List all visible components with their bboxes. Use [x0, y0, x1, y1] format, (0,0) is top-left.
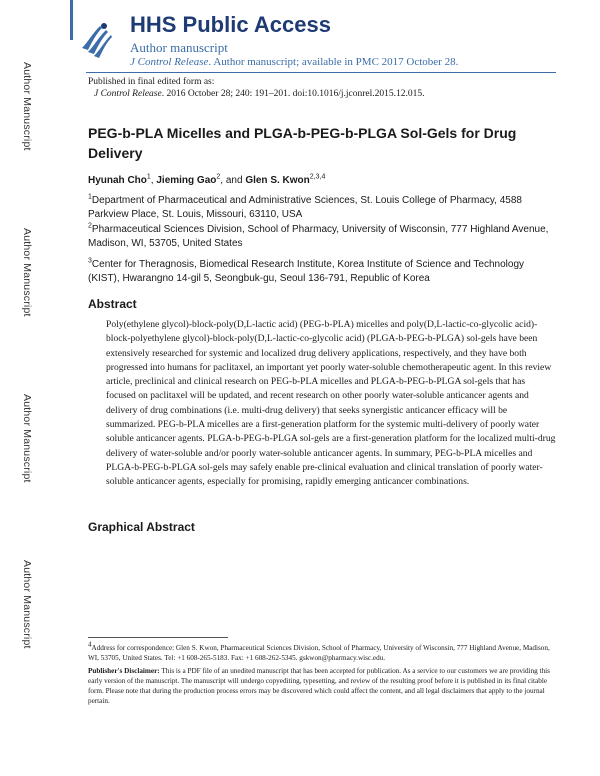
- hhs-public-access-title: HHS Public Access: [130, 12, 331, 37]
- header-accent-line: [70, 0, 73, 40]
- journal-availability: . Author manuscript; available in PMC 2017 October 28.: [208, 56, 459, 68]
- affiliation-3: [88, 258, 558, 286]
- header-divider: [86, 72, 556, 73]
- sidebar-label-author-manuscript: Author Manuscript: [21, 560, 33, 649]
- affiliation-1: [88, 194, 558, 222]
- affiliation-number: 2: [88, 222, 92, 230]
- journal-abbrev: J Control Release: [130, 56, 209, 68]
- affiliation-text: Center for Theragnosis, Biomedical Research Institute, Korea Institute of Science and Technology (KIST), Hwarangno 14-gil 5, Seongbuk-gu, Seoul 136-791, Republic of Korea: [88, 259, 525, 284]
- affiliation-number: 1: [88, 193, 92, 201]
- footnote-number: 4: [88, 640, 92, 649]
- affiliation-text: Department of Pharmaceutical and Administrative Sciences, St. Louis College of Pharmacy, 4588 Parkview Place, St. Louis, Missouri, 63110, USA: [88, 195, 522, 220]
- hhs-eagle-logo-icon: [78, 20, 114, 60]
- citation-details: . 2016 October 28; 240: 191–201. doi:10.1016/j.jconrel.2015.12.015.: [161, 89, 425, 99]
- author-affil-sup: 2,3,4: [309, 173, 326, 181]
- citation-journal: J Control Release: [94, 89, 162, 99]
- author-name: Hyunah Cho: [88, 175, 147, 186]
- journal-availability-line: [130, 56, 458, 68]
- published-label: Published in final edited form as:: [88, 77, 215, 87]
- author-affil-sup: 1: [146, 173, 151, 181]
- abstract-heading: Abstract: [88, 297, 137, 311]
- citation-line: [94, 89, 425, 99]
- affiliation-number: 3: [88, 257, 92, 265]
- footnote-divider: [88, 637, 228, 638]
- author-list: [88, 175, 325, 186]
- correspondence-footnote: [88, 640, 558, 663]
- author-separator: , and: [220, 175, 246, 186]
- disclaimer-text: This is a PDF file of an unedited manuscript that has been accepted for publication. As a service to our customers we are providing this early version of the manuscript. The manuscript will undergo copyediting, typesetting, and review of the resulting proof before it is published in its final citable form. Please note that during the production process errors may be discovered which could affect the content, and all legal disclaimers that apply to the journal pertain.: [88, 667, 550, 705]
- sidebar-label-author-manuscript: Author Manuscript: [21, 228, 33, 317]
- author-manuscript-label: Author manuscript: [130, 40, 228, 55]
- sidebar-label-author-manuscript: Author Manuscript: [21, 62, 33, 151]
- sidebar-label-author-manuscript: Author Manuscript: [21, 394, 33, 483]
- affiliation-2: [88, 223, 558, 251]
- correspondence-text: Address for correspondence: Glen S. Kwon, Pharmaceutical Sciences Division, School of Pharmacy, University of Wisconsin, 777 Highland Avenue, Madison, WI, 53705, United States. Tel: +1 608-265-5183. Fax: +1 608-262-5345. gskwon@pharmacy.wisc.edu.: [88, 644, 550, 662]
- author-name: Jieming Gao: [156, 175, 217, 186]
- article-title: PEG-b-PLA Micelles and PLGA-b-PEG-b-PLGA Sol-Gels for Drug Delivery: [88, 125, 517, 161]
- disclaimer-label: Publisher's Disclaimer:: [88, 667, 160, 675]
- publisher-disclaimer: [88, 666, 558, 706]
- graphical-abstract-heading: Graphical Abstract: [88, 520, 195, 534]
- affiliation-text: Pharmaceutical Sciences Division, School of Pharmacy, University of Wisconsin, 777 Highland Avenue, Madison, WI, 53705, United States: [88, 224, 549, 249]
- abstract-text: Poly(ethylene glycol)-block-poly(D,L-lactic acid) (PEG-b-PLA) micelles and poly(D,L-lactic-co-glycolic acid)-block-polyethylene glycol)-block-poly(D,L-lactic-co-glycolic acid) (PLGA-b-PEG-b-PLGA) sol-gels have been extensively researched for systemic and localized drug delivery applications, respectively, and they have both progressed into humans for paclitaxel, an important yet poorly water-soluble chemotherapeutic agent. In this review article, preclinical and clinical research on PEG-b-PLA micelles and PLGA-b-PEG-b-PLGA sol-gels that has focused on paclitaxel will be updated, and recent research on other poorly water-soluble anticancer agents and delivery of drug combinations (i.e. multi-drug delivery) that seeks synergistic anticancer efficacy will be summarized. PEG-b-PLA micelles are a first-generation platform for the systemic multi-delivery of poorly water soluble anticancer agents. PLGA-b-PEG-b-PLGA sol-gels are a first-generation platform for the localized multi-drug delivery of water-soluble and/or poorly water-soluble anticancer agents. In summary, PEG-b-PLA micelles and PLGA-b-PEG-b-PLGA sol-gels may safely enable pre-clinical evaluation and clinical translation of poorly water-soluble anticancer agents, especially for promising, rapidly emerging anticancer combinations.: [106, 319, 556, 488]
- author-separator: ,: [150, 175, 157, 186]
- author-affil-sup: 2: [216, 173, 221, 181]
- author-name: Glen S. Kwon: [245, 175, 310, 186]
